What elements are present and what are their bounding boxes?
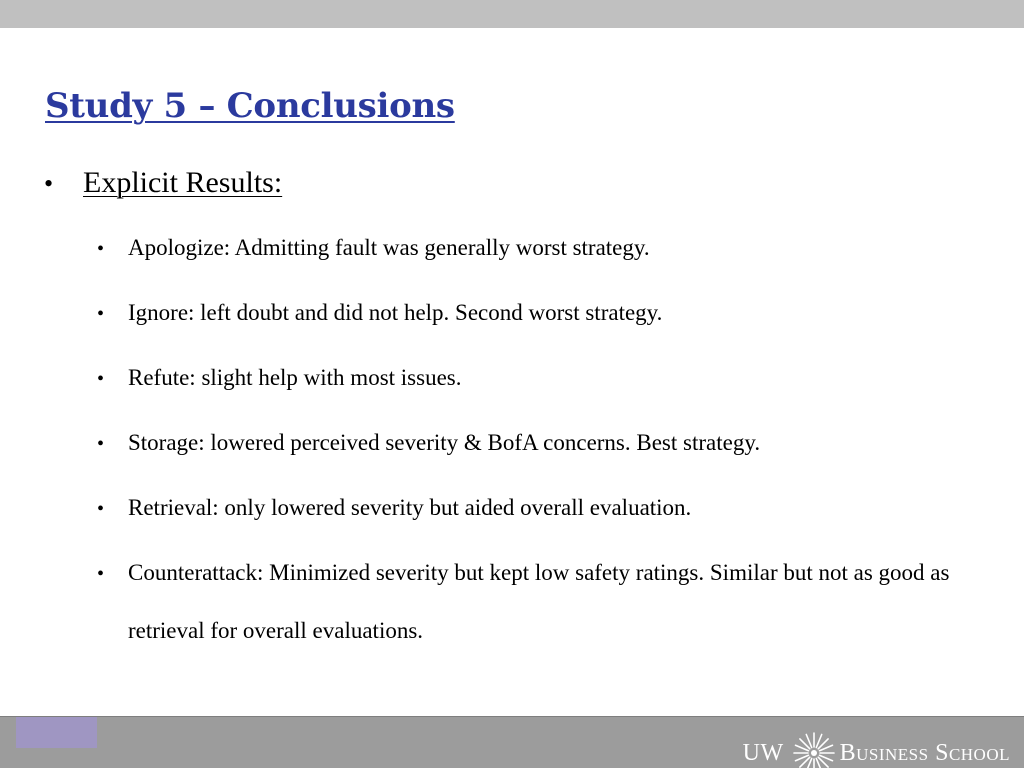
top-bar	[0, 0, 1024, 28]
logo-uw-text: UW	[742, 739, 784, 766]
bullet-icon: •	[97, 303, 105, 325]
list-item-text: Retrieval: only lowered severity but aided overall evaluation.	[128, 495, 692, 520]
list-item	[97, 284, 997, 349]
list-item	[97, 544, 997, 660]
list-item-text: Counterattack: Minimized severity but kept low safety ratings. Similar but not as good as retrieval for overall evaluations.	[128, 560, 950, 643]
bullet-icon: •	[44, 169, 54, 198]
list-item-text: Refute: slight help with most issues.	[128, 365, 462, 390]
list-item-text: Ignore: left doubt and did not help. Second worst strategy.	[128, 300, 663, 325]
section-label: Explicit Results:	[83, 166, 283, 199]
list-item	[97, 349, 997, 414]
bullet-icon: •	[97, 433, 105, 455]
results-list	[97, 233, 997, 660]
sunburst-icon	[792, 731, 836, 775]
section-heading	[44, 166, 282, 200]
slide-title: Study 5 – Conclusions	[45, 86, 455, 126]
bullet-icon: •	[97, 238, 105, 260]
uw-business-school-logo	[743, 731, 1010, 775]
bullet-icon: •	[97, 498, 105, 520]
logo-school-text: Business School	[839, 739, 1010, 766]
list-item-text: Storage: lowered perceived severity & BofA concerns. Best strategy.	[128, 430, 761, 455]
footer-accent-box	[16, 717, 97, 748]
list-item	[97, 414, 997, 479]
list-item-text: Apologize: Admitting fault was generally worst strategy.	[128, 235, 650, 260]
bullet-icon: •	[97, 368, 105, 390]
footer-bar	[0, 716, 1024, 768]
list-item	[97, 479, 997, 544]
list-item	[97, 219, 997, 284]
bullet-icon: •	[97, 563, 105, 585]
